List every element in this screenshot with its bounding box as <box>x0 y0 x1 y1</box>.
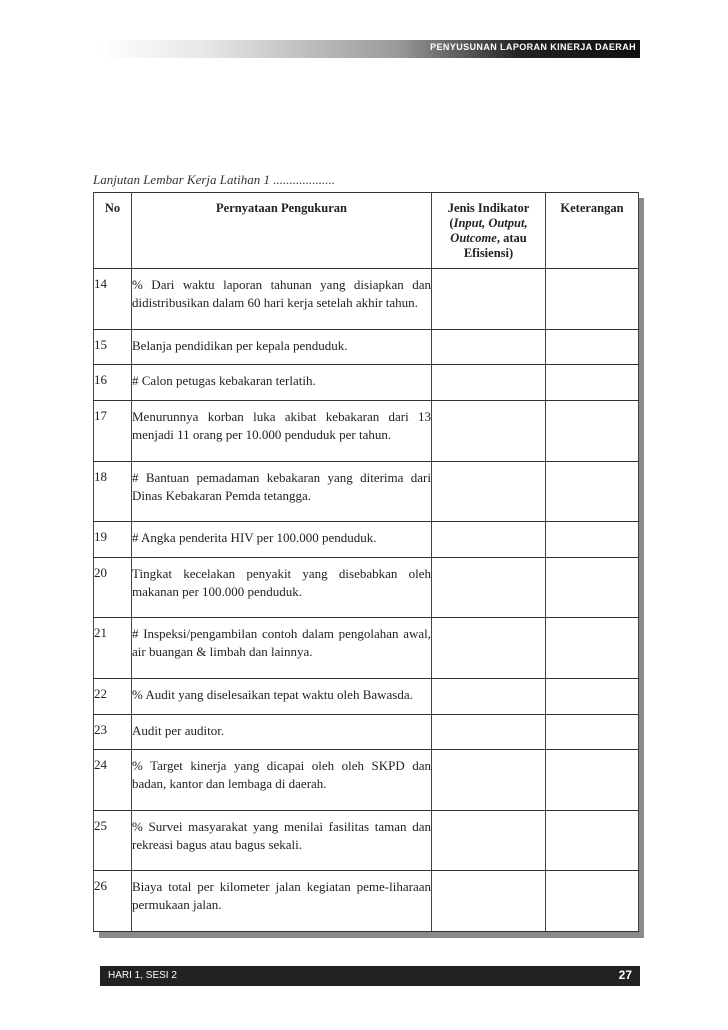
row-statement: Belanja pendidikan per kepala penduduk. <box>132 329 432 365</box>
header-indicator-line1: Jenis Indikator <box>447 201 530 215</box>
row-statement: % Audit yang diselesaikan tepat waktu oleh Bawasda. <box>132 678 432 714</box>
row-indicator-type-cell[interactable] <box>432 269 546 330</box>
row-statement: # Inspeksi/pengambilan contoh dalam pengolahan awal, air buangan & limbah dan lainnya. <box>132 618 432 679</box>
table-row <box>94 461 639 522</box>
header-no: No <box>94 193 132 269</box>
row-statement: % Target kinerja yang dicapai oleh oleh SKPD dan badan, kantor dan lembaga di daerah. <box>132 750 432 811</box>
row-number: 23 <box>94 714 132 750</box>
row-indicator-type-cell[interactable] <box>432 365 546 401</box>
row-number: 22 <box>94 678 132 714</box>
row-indicator-type-cell[interactable] <box>432 522 546 558</box>
header-indicator-input-output: Input, Output, <box>453 216 528 230</box>
row-number: 20 <box>94 557 132 618</box>
row-number: 14 <box>94 269 132 330</box>
running-header: PENYUSUNAN LAPORAN KINERJA DAERAH <box>430 42 636 52</box>
table-row <box>94 329 639 365</box>
row-number: 19 <box>94 522 132 558</box>
table-row <box>94 678 639 714</box>
row-number: 25 <box>94 810 132 871</box>
worksheet-caption: Lanjutan Lembar Kerja Latihan 1 ................... <box>93 172 335 187</box>
row-statement: # Bantuan pemadaman kebakaran yang diterima dari Dinas Kebakaran Pemda tetangga. <box>132 461 432 522</box>
row-statement: # Angka penderita HIV per 100.000 penduduk. <box>132 522 432 558</box>
table-row <box>94 871 639 932</box>
row-remarks-cell[interactable] <box>546 269 639 330</box>
header-indicator-line4: Efisiensi) <box>463 246 514 260</box>
page-number: 27 <box>618 968 632 982</box>
table-row <box>94 618 639 679</box>
table-row <box>94 401 639 462</box>
row-remarks-cell[interactable] <box>546 750 639 811</box>
header-indicator-type <box>432 193 546 269</box>
row-number: 15 <box>94 329 132 365</box>
row-indicator-type-cell[interactable] <box>432 871 546 932</box>
row-remarks-cell[interactable] <box>546 678 639 714</box>
row-remarks-cell[interactable] <box>546 401 639 462</box>
header-indicator-outcome: Outcome <box>450 231 497 245</box>
row-statement: % Dari waktu laporan tahunan yang disiapkan dan didistribusikan dalam 60 hari kerja setelah akhir tahun. <box>132 269 432 330</box>
row-statement: Menurunnya korban luka akibat kebakaran dari 13 menjadi 11 orang per 10.000 penduduk per tahun. <box>132 401 432 462</box>
header-remarks: Keterangan <box>546 193 639 269</box>
table-header-row <box>94 193 639 269</box>
row-remarks-cell[interactable] <box>546 810 639 871</box>
row-remarks-cell[interactable] <box>546 871 639 932</box>
table-row <box>94 750 639 811</box>
header-indicator-paren: ( <box>449 216 454 230</box>
row-number: 21 <box>94 618 132 679</box>
worksheet-table-container <box>93 192 638 932</box>
row-statement: Biaya total per kilometer jalan kegiatan peme-liharaan permukaan jalan. <box>132 871 432 932</box>
row-remarks-cell[interactable] <box>546 461 639 522</box>
row-number: 24 <box>94 750 132 811</box>
worksheet-table <box>93 192 639 932</box>
header-statement: Pernyataan Pengukuran <box>132 193 432 269</box>
row-indicator-type-cell[interactable] <box>432 810 546 871</box>
row-remarks-cell[interactable] <box>546 557 639 618</box>
header-indicator-line2 <box>432 216 545 231</box>
header-indicator-atau: , atau <box>496 231 527 245</box>
row-statement: % Survei masyarakat yang menilai fasilitas taman dan rekreasi bagus atau bagus sekali. <box>132 810 432 871</box>
row-remarks-cell[interactable] <box>546 618 639 679</box>
row-number: 16 <box>94 365 132 401</box>
footer-session-label: HARI 1, SESI 2 <box>108 970 177 981</box>
row-statement: Audit per auditor. <box>132 714 432 750</box>
row-remarks-cell[interactable] <box>546 329 639 365</box>
header-indicator-line3 <box>432 231 545 246</box>
row-number: 17 <box>94 401 132 462</box>
row-remarks-cell[interactable] <box>546 714 639 750</box>
page-footer <box>100 966 640 986</box>
row-indicator-type-cell[interactable] <box>432 618 546 679</box>
table-row <box>94 365 639 401</box>
row-number: 26 <box>94 871 132 932</box>
row-indicator-type-cell[interactable] <box>432 401 546 462</box>
table-row <box>94 810 639 871</box>
row-statement: Tingkat kecelakan penyakit yang disebabkan oleh makanan per 100.000 penduduk. <box>132 557 432 618</box>
row-indicator-type-cell[interactable] <box>432 557 546 618</box>
row-indicator-type-cell[interactable] <box>432 329 546 365</box>
table-row <box>94 557 639 618</box>
row-remarks-cell[interactable] <box>546 365 639 401</box>
row-indicator-type-cell[interactable] <box>432 714 546 750</box>
row-number: 18 <box>94 461 132 522</box>
row-indicator-type-cell[interactable] <box>432 461 546 522</box>
row-indicator-type-cell[interactable] <box>432 750 546 811</box>
table-row <box>94 269 639 330</box>
row-statement: # Calon petugas kebakaran terlatih. <box>132 365 432 401</box>
row-indicator-type-cell[interactable] <box>432 678 546 714</box>
table-row <box>94 522 639 558</box>
row-remarks-cell[interactable] <box>546 522 639 558</box>
table-row <box>94 714 639 750</box>
